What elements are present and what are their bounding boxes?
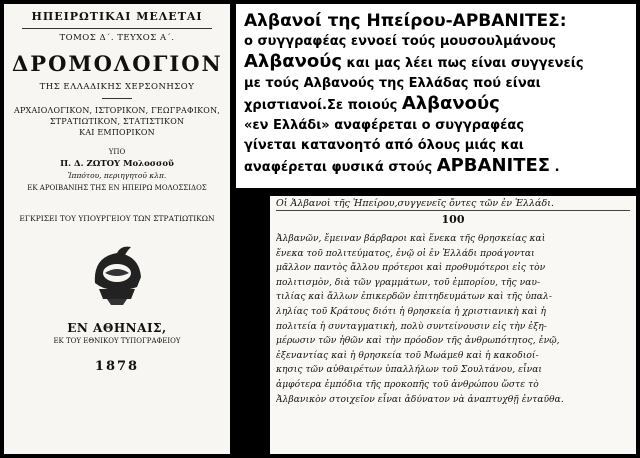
author-role: Ἱππότου, περιηγητοῦ κλπ. bbox=[67, 171, 167, 180]
caption-text: αναφέρεται φυσικά στούς bbox=[244, 160, 437, 175]
caption-line bbox=[244, 94, 628, 116]
excerpt-line: Ἀλβανικὸν στοιχεῖον εἶναι ἀδύνατον νὰ ἀναπτυχθῇ ἐνταῦθα. bbox=[276, 394, 564, 405]
excerpt-line: ἕνεκα τοῦ πολιτεύματος, ἐνῷ οἱ ἐν Ἑλλάδι προάγονται bbox=[276, 248, 535, 259]
excerpt-running-head: Οἱ Ἀλβανοὶ τῆς Ἠπείρου,συγγενεῖς ὄντες τῶν ἐν Ἑλλάδι. bbox=[276, 198, 630, 211]
excerpt-line: Ἀλβανῶν, ἔμειναν βάρβαροι καὶ ἕνεκα τῆς θρησκείας καὶ bbox=[276, 234, 546, 244]
caption-text: και μας λέει πως είναι συγγενείς bbox=[342, 56, 584, 71]
caption-highlight: ΑΡΒΑΝΙΤΕΣ bbox=[436, 155, 551, 176]
book-excerpt-page bbox=[270, 196, 636, 454]
author-name: Π. Δ. ΖΩΤΟΥ Μολοσσοῦ bbox=[60, 159, 174, 169]
caption-text: . bbox=[550, 160, 560, 175]
excerpt-line: μέρωσιν τῶν ἠθῶν καὶ τὴν πρόοδον τῆς ἀνθρωπότητος, ἐνῷ, bbox=[276, 336, 560, 347]
series-title: ΗΠΕΙΡΩΤΙΚΑΙ ΜΕΛΕΤΑΙ bbox=[31, 10, 203, 23]
book-subtitle: ΤΗΣ ΕΛΛΑΔΙΚΗΣ ΧΕΡΣΟΝΗΣΟΥ bbox=[39, 82, 195, 92]
caption-line bbox=[244, 52, 628, 74]
book-main-title: ΔΡΟΜΟΛΟΓΙΟΝ bbox=[12, 51, 223, 76]
printer-name: ΕΚ ΤΟΥ ΕΘΝΙΚΟΥ ΤΥΠΟΓΡΑΦΕΙΟΥ bbox=[53, 337, 181, 345]
publication-place: ΕΝ ΑΘΗΝΑΙΣ, bbox=[67, 321, 167, 335]
helmet-emblem-icon bbox=[87, 243, 147, 307]
publication-year: 1878 bbox=[94, 359, 140, 374]
caption-line: γίνεται κατανοητό από όλους μιάς και bbox=[244, 138, 524, 153]
book-kinds-line: ΚΑΙ ΕΜΠΟΡΙΚΟΝ bbox=[79, 128, 155, 137]
book-kinds bbox=[12, 105, 222, 138]
excerpt-body bbox=[276, 232, 630, 407]
excerpt-line: ἀμφότερα ἐμπόδια τῆς προκοπῆς τοῦ ἀνθρώπου ὥστε τὸ bbox=[276, 379, 539, 390]
excerpt-line: ληλίας τοῦ Κράτους διότι ἡ θρησκεία ἡ χριστιανικὴ καὶ ἡ bbox=[276, 306, 547, 317]
title-rule bbox=[22, 28, 212, 29]
by-label: ΥΠΟ bbox=[108, 148, 126, 156]
excerpt-line: ἐξεναντίας καὶ ἡ θρησκεία τοῦ Μωάμεθ καὶ ἡ κακοδιοί- bbox=[276, 350, 539, 361]
caption-highlight: Αλβανούς bbox=[244, 51, 343, 72]
caption-highlight: Αλβανούς bbox=[401, 93, 500, 114]
book-kinds-line: ΑΡΧΑΙΟΛΟΓΙΚΟΝ, ΙΣΤΟΡΙΚΟΝ, ΓΕΩΓΡΑΦΙΚΟΝ, bbox=[13, 106, 221, 115]
book-kinds-line: ΣΤΡΑΤΙΩΤΙΚΟΝ, ΣΤΑΤΙΣΤΙΚΟΝ bbox=[49, 117, 185, 126]
caption-text: χριστιανοί.Σε ποιούς bbox=[244, 98, 402, 113]
caption-line: με τούς Αλβανούς της Ελλάδας πού είναι bbox=[244, 76, 541, 91]
excerpt-line: μᾶλλον παντὸς ἄλλου πρότεροι καὶ προθυμότεροι εἰς τὸν bbox=[276, 263, 546, 274]
book-title-page bbox=[4, 4, 230, 454]
excerpt-line: πολιτεία ἡ συνταγματικὴ, πολὺ συντείνουσιν εἰς τὴν ἐξη- bbox=[276, 321, 547, 332]
excerpt-page-number: 100 bbox=[441, 213, 465, 226]
subtitle-divider bbox=[102, 98, 132, 99]
volume-label: ΤΟΜΟΣ Δ΄. ΤΕΥΧΟΣ Α΄. bbox=[59, 33, 175, 43]
caption-line bbox=[244, 156, 628, 178]
excerpt-line: τιλίας καὶ ἄλλων ἐπικερδῶν ἐπιτηδευμάτων καὶ τῆς ὑπαλ- bbox=[276, 292, 552, 303]
author-origin: ΕΚ ΑΡΟΙΒΑΝΙΗΣ ΤΗΣ ΕΝ ΗΠΕΙΡΩ ΜΟΛΟΣΣΙΔΟΣ bbox=[27, 184, 207, 192]
excerpt-line: κησις τῶν αὐθαιρέτων ὑπαλλήλων τοῦ Σουλτάνου, εἶναι bbox=[276, 365, 543, 376]
caption-line: ο συγγραφέας εννοεί τούς μουσουλμάνους bbox=[244, 34, 556, 49]
ministry-approval: ΕΓΚΡΙΣΕΙ ΤΟΥ ΥΠΟΥΡΓΕΙΟΥ ΤΩΝ ΣΤΡΑΤΙΩΤΙΚΩΝ bbox=[19, 214, 215, 223]
caption-heading: Αλβανοί της Ηπείρου-ΑΡΒΑΝΙΤΕΣ: bbox=[244, 11, 567, 31]
caption-line: «εν Ελλάδι» αναφέρεται ο συγγραφέας bbox=[244, 118, 525, 133]
commentary-caption bbox=[236, 4, 636, 188]
excerpt-line: πολιτισμὸν, διὰ τῶν γραμμάτων, τοῦ ἐμπορίου, τῆς ναυ- bbox=[276, 277, 541, 288]
